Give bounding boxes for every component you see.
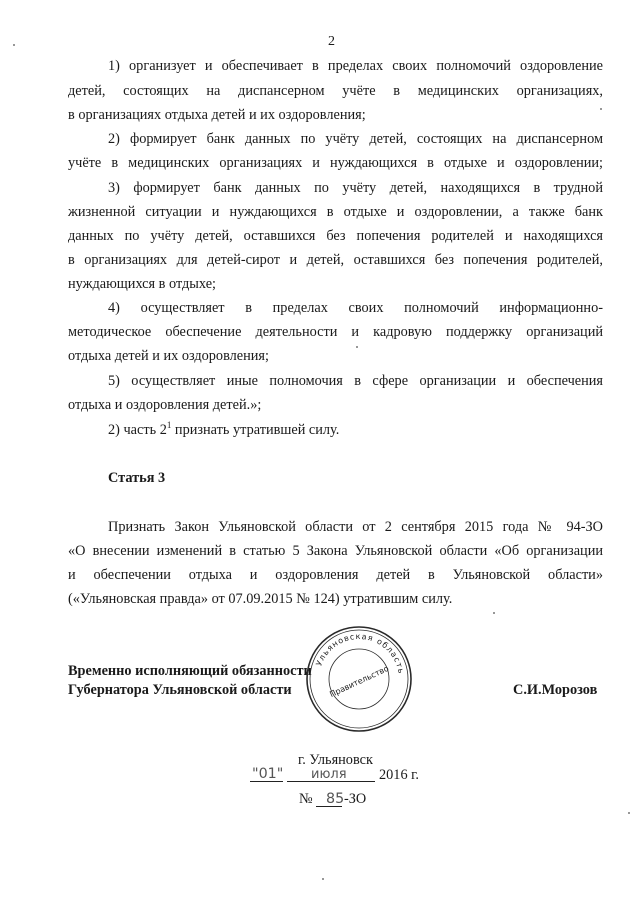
signatory-title-line-1: Временно исполняющий обязанности — [68, 663, 312, 679]
footer-number-prefix: № — [299, 791, 313, 807]
item-2-line-2: учёте в медицинских организациях и нуждающихся в отдыхе и оздоровлении; — [68, 155, 603, 171]
scan-speck — [356, 346, 358, 348]
article-line-2: «О внесении изменений в статью 5 Закона Ульяновской области «Об организации — [68, 543, 603, 559]
scan-speck — [322, 878, 324, 880]
date-day-underline — [250, 781, 283, 782]
official-seal-stamp — [304, 624, 414, 734]
signatory-name: С.И.Морозов — [513, 682, 598, 698]
number-underline — [316, 806, 342, 807]
item-3-line-4: в организациях для детей-сирот и детей, оставшихся без попечения родителей, — [68, 252, 603, 268]
item-1-line-1: 1) организует и обеспечивает в пределах своих полномочий оздоровление — [108, 58, 603, 74]
scan-speck — [600, 108, 602, 110]
footer-number-value: 85 — [326, 791, 345, 807]
scan-speck — [628, 812, 630, 814]
item-4-line-2: методическое обеспечение деятельности и кадровую поддержку организаций — [68, 324, 603, 340]
footer-number-suffix: -ЗО — [344, 791, 367, 807]
signatory-title-line-2: Губернатора Ульяновской области — [68, 682, 292, 698]
item-4-line-3: отдыха детей и их оздоровления; — [68, 348, 269, 364]
article-line-3: и обеспечении отдыха и оздоровления детей в Ульяновской области» — [68, 567, 603, 583]
item-1-line-3: в организациях отдыха детей и их оздоровления; — [68, 107, 366, 123]
item-3-line-5: нуждающихся в отдыхе; — [68, 276, 217, 292]
scan-speck — [493, 612, 495, 614]
page-number: 2 — [328, 34, 335, 49]
part-repeal-line — [108, 422, 339, 438]
date-month-underline — [287, 781, 375, 782]
footer-date-month: июля — [311, 767, 347, 782]
part-repeal-after: признать утратившей силу. — [171, 422, 340, 438]
item-3-line-2: жизненной ситуации и нуждающихся в отдыхе и оздоровлении, а также банк — [68, 204, 603, 220]
item-4-line-1: 4) осуществляет в пределах своих полномочий информационно- — [108, 300, 603, 316]
item-5-line-1: 5) осуществляет иные полномочия в сфере организации и обеспечения — [108, 373, 603, 389]
part-repeal-sup: 1 — [166, 420, 172, 430]
article-line-1: Признать Закон Ульяновской области от 2 сентября 2015 года № 94-ЗО — [108, 519, 603, 535]
item-3-line-3: данных по учёту детей, оставшихся без попечения родителей и находящихся — [68, 228, 603, 244]
item-1-line-2: детей, состоящих на диспансерном учёте в медицинских организациях, — [68, 83, 603, 99]
footer-date-day: "01" — [252, 766, 284, 782]
seal-outer-text: Ульяновская область — [314, 631, 406, 676]
scan-speck — [13, 44, 15, 46]
part-repeal-before: 2) часть 2 — [108, 422, 167, 438]
footer-date-year: 2016 г. — [379, 767, 419, 783]
item-5-line-2: отдыха и оздоровления детей.»; — [68, 397, 262, 413]
seal-inner-text: Правительство — [328, 663, 391, 700]
footer-city: г. Ульяновск — [298, 752, 373, 768]
item-3-line-1: 3) формирует банк данных по учёту детей, находящихся в трудной — [108, 180, 603, 196]
item-2-line-1: 2) формирует банк данных по учёту детей, состоящих на диспансерном — [108, 131, 603, 147]
article-heading: Статья 3 — [108, 470, 166, 486]
article-line-4: («Ульяновская правда» от 07.09.2015 № 124) утратившим силу. — [68, 591, 453, 607]
